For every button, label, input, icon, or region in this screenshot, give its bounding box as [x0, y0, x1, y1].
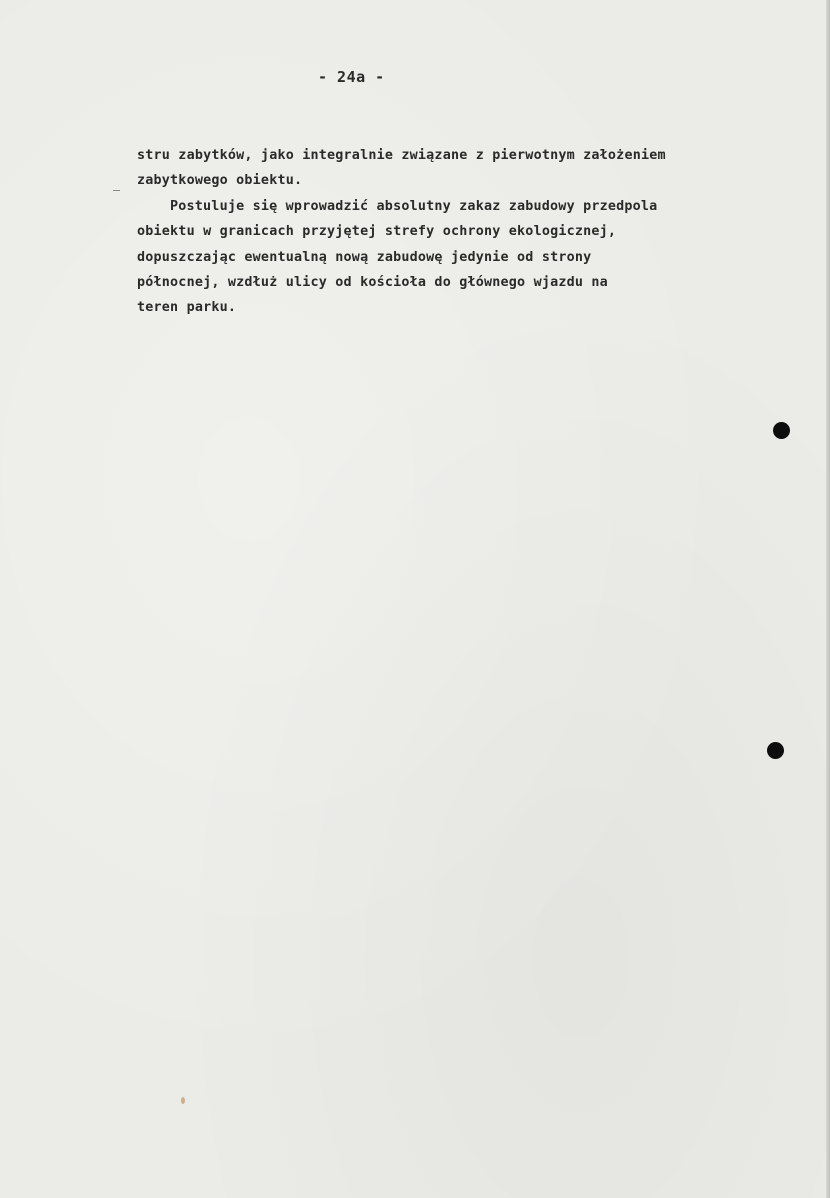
- punch-hole-top: [773, 422, 790, 439]
- body-text: [137, 143, 817, 321]
- page-edge: [826, 0, 830, 1198]
- text-line: zabytkowego obiektu.: [137, 173, 303, 189]
- margin-mark: [113, 190, 120, 191]
- text-line: teren parku.: [137, 300, 237, 316]
- punch-hole-bottom: [767, 742, 784, 759]
- text-line: obiektu w granicach przyjętej strefy ochrony ekologicznej,: [137, 224, 617, 240]
- text-line: Postuluje się wprowadzić absolutny zakaz zabudowy przedpola: [170, 198, 658, 214]
- text-line: dopuszczając ewentualną nową zabudowę jedynie od strony: [137, 249, 592, 265]
- paper-stain: [181, 1097, 185, 1104]
- page-number: - 24a -: [318, 68, 385, 86]
- text-line: północnej, wzdłuż ulicy od kościoła do głównego wjazdu na: [137, 275, 608, 291]
- text-line: stru zabytków, jako integralnie związane z pierwotnym założeniem: [137, 148, 666, 163]
